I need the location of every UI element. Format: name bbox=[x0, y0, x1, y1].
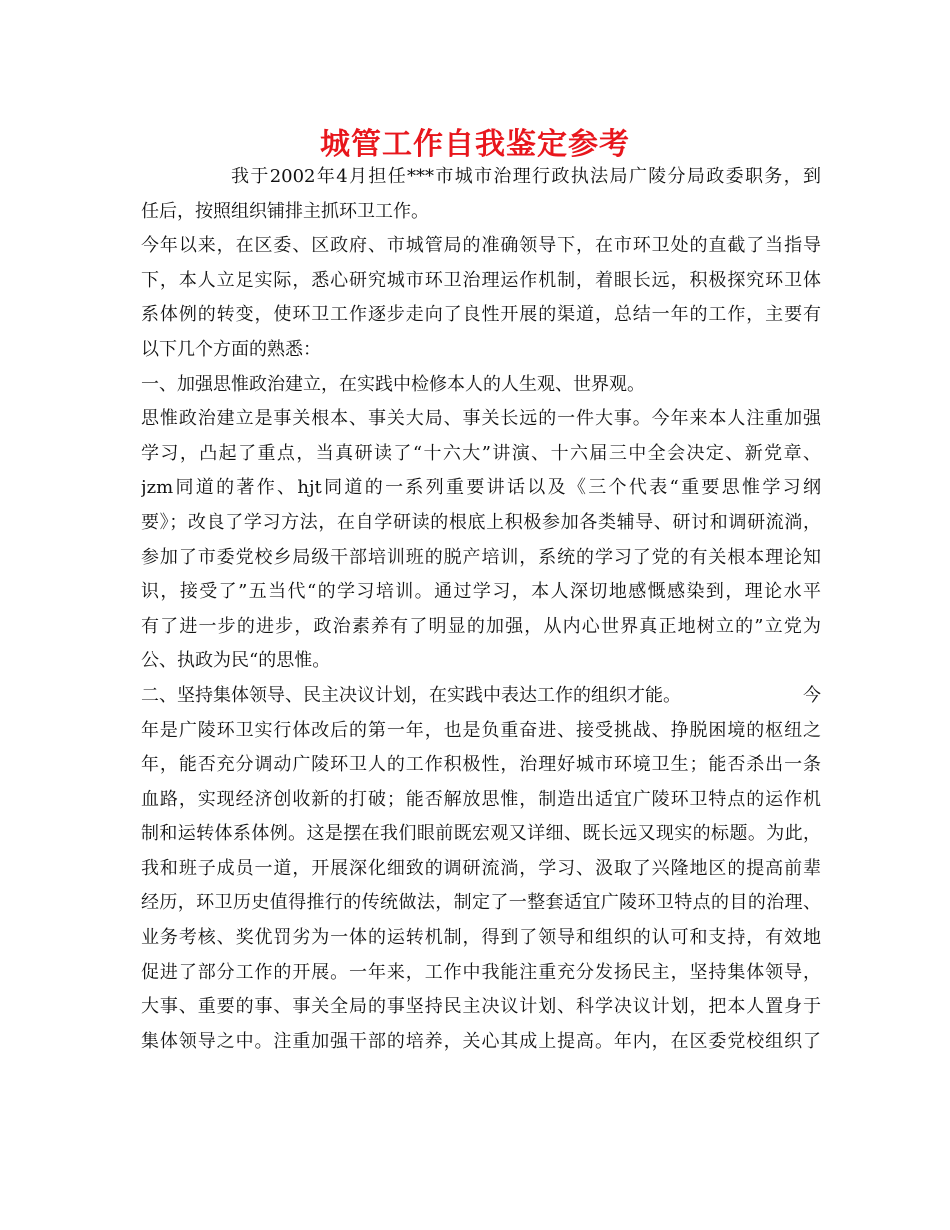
paragraph-line: 识，接受了”五当代“的学习培训。通过学习，本人深切地感慨感染到，理论水平 bbox=[141, 581, 821, 603]
paragraph-line: 参加了市委党校乡局级干部培训班的脱产培训，系统的学习了党的有关根本理论知 bbox=[141, 546, 821, 568]
paragraph-line: 我和班子成员一道，开展深化细致的调研流淌，学习、汲取了兴隆地区的提高前辈 bbox=[141, 857, 821, 879]
paragraph-line: 促进了部分工作的开展。一年来，工作中我能注重充分发扬民主，坚持集体领导， bbox=[141, 961, 821, 983]
paragraph-line: 今年以来，在区委、区政府、市城管局的准确领导下，在市环卫处的直截了当指导 bbox=[141, 235, 821, 257]
paragraph-line: 系体例的转变，使环卫工作逐步走向了良性开展的渠道，总结一年的工作，主要有 bbox=[141, 304, 821, 326]
paragraph-line: 以下几个方面的熟悉： bbox=[141, 338, 321, 360]
section-heading: 二、坚持集体领导、民主决议计划，在实践中表达工作的组织才能。 bbox=[141, 684, 681, 706]
paragraph-line: 年是广陵环卫实行体改后的第一年，也是负重奋进、接受挑战、挣脱困境的枢纽之 bbox=[141, 719, 821, 741]
paragraph-line: 要》；改良了学习方法，在自学研读的根底上积极参加各类辅导、研讨和调研流淌， bbox=[141, 511, 821, 533]
paragraph-line: 经历，环卫历史值得推行的传统做法，制定了一整套适宜广陵环卫特点的目的治理、 bbox=[141, 892, 821, 914]
paragraph-line: 血路，实现经济创收新的打破；能否解放思惟，制造出适宜广陵环卫特点的运作机 bbox=[141, 788, 821, 810]
paragraph-line: 下，本人立足实际，悉心研究城市环卫治理运作机制，着眼长远，积极探究环卫体 bbox=[141, 269, 821, 291]
paragraph-line: 业务考核、奖优罚劣为一体的运转机制，得到了领导和组织的认可和支持，有效地 bbox=[141, 927, 821, 949]
paragraph-line: 公、执政为民“的思惟。 bbox=[141, 650, 331, 672]
paragraph-line: jzm同道的著作、hjt同道的一系列重要讲话以及《三个代表“重要思惟学习纲 bbox=[141, 477, 821, 499]
paragraph-line: 大事、重要的事、事关全局的事坚持民主决议计划、科学决议计划，把本人置身于 bbox=[141, 996, 821, 1018]
paragraph-line: 年，能否充分调动广陵环卫人的工作积极性，治理好城市环境卫生；能否杀出一条 bbox=[141, 754, 821, 776]
paragraph-line: 我于2002年4月担任***市城市治理行政执法局广陵分局政委职务，到 bbox=[231, 166, 821, 187]
paragraph-line: 有了进一步的进步，政治素养有了明显的加强，从内心世界真正地树立的”立党为 bbox=[141, 615, 821, 637]
paragraph-line: 任后，按照组织铺排主抓环卫工作。 bbox=[141, 200, 429, 222]
section-heading-line bbox=[141, 679, 821, 714]
paragraph-start: 今 bbox=[803, 684, 821, 706]
document-body bbox=[141, 160, 821, 1059]
document-title: 城管工作自我鉴定参考 bbox=[320, 127, 630, 162]
paragraph-line: 制和运转体系体例。这是摆在我们眼前既宏观又详细、既长远又现实的标题。为此， bbox=[141, 823, 821, 845]
paragraph-line: 集体领导之中。注重加强干部的培养，关心其成上提高。年内，在区委党校组织了 bbox=[141, 1030, 821, 1052]
section-heading: 一、加强思惟政治建立，在实践中检修本人的人生观、世界观。 bbox=[141, 373, 645, 395]
paragraph-line: 思惟政治建立是事关根本、事关大局、事关长远的一件大事。今年来本人注重加强 bbox=[141, 408, 821, 430]
paragraph-line: 学习，凸起了重点，当真研读了“十六大”讲演、十六届三中全会决定、新党章、 bbox=[141, 442, 821, 464]
